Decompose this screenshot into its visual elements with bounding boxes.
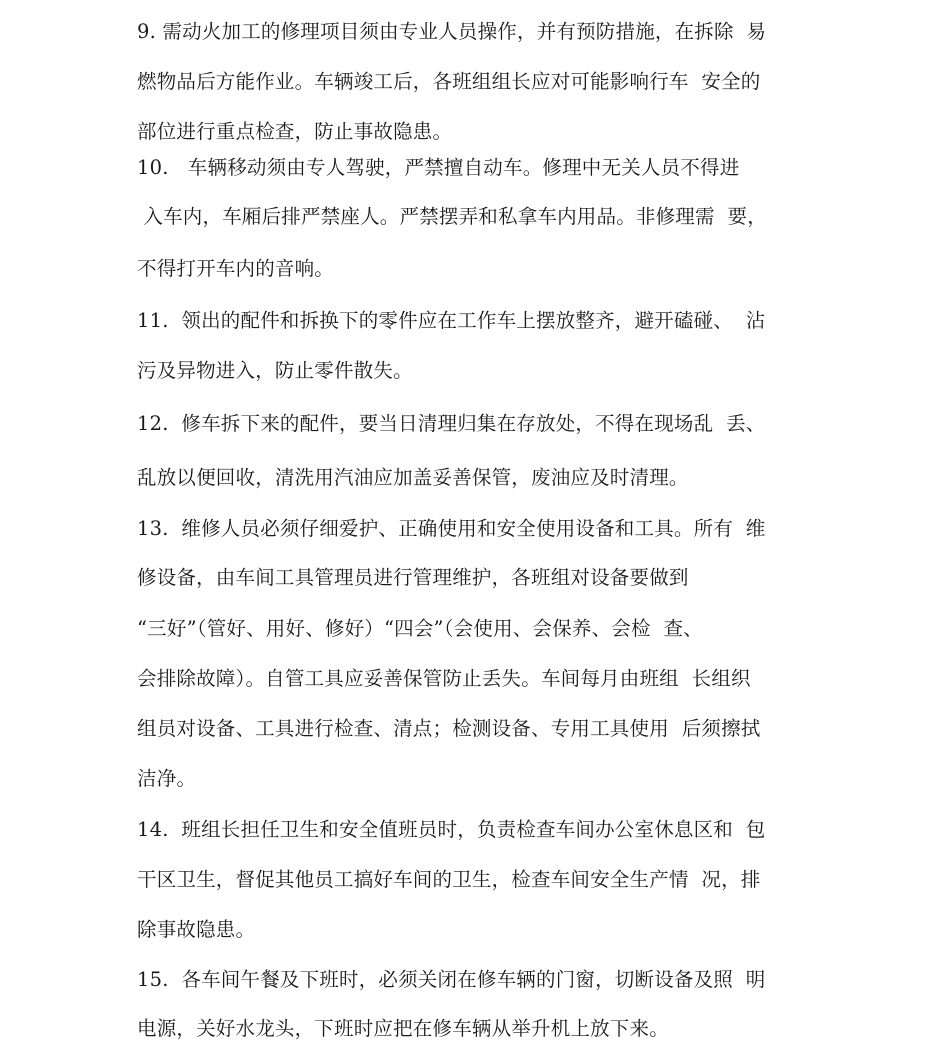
text-line: 燃物品后方能作业。车辆竣工后，各班组组长应对可能影响行车 安全的 — [137, 70, 761, 93]
text-line: 14. 班组长担任卫生和安全值班员时，负责检查车间办公室休息区和 包 — [137, 818, 766, 841]
text-line: 电源，关好水龙头，下班时应把在修车辆从举升机上放下来。 — [137, 1017, 669, 1040]
text-line: 13. 维修人员必须仔细爱护、正确使用和安全使用设备和工具。所有 维 — [137, 517, 766, 540]
text-line: 会排除故障）。自管工具应妥善保管防止丢失。车间每月由班组 长组织 — [137, 667, 751, 690]
text-line: 乱放以便回收，清洗用汽油应加盖妥善保管，废油应及时清理。 — [137, 466, 689, 489]
text-line: 除事故隐患。 — [137, 918, 256, 941]
text-line: 10. 车辆移动须由专人驾驶，严禁擅自动车。修理中无关人员不得进 — [137, 156, 740, 179]
text-line: 污及异物进入，防止零件散失。 — [137, 359, 413, 382]
text-line: 组员对设备、工具进行检查、清点；检测设备、专用工具使用 后须擦拭 — [137, 717, 761, 740]
text-line: “三好”（管好、用好、修好）“四会”（会使用、会保养、会检 查、 — [137, 617, 703, 640]
text-line: 11. 领出的配件和拆换下的零件应在工作车上摆放整齐，避开磕碰、 沾 — [137, 309, 766, 332]
text-line: 不得打开车内的音响。 — [137, 257, 335, 280]
text-line: 部位进行重点检查，防止事故隐患。 — [137, 120, 453, 143]
text-line: 洁净。 — [137, 767, 197, 790]
text-line: 12. 修车拆下来的配件，要当日清理归集在存放处，不得在现场乱 丢、 — [137, 412, 766, 435]
text-line: 9. 需动火加工的修理项目须由专业人员操作，并有预防措施，在拆除 易 — [137, 20, 767, 43]
text-line: 15. 各车间午餐及下班时，必须关闭在修车辆的门窗，切断设备及照 明 — [137, 968, 766, 991]
text-line: 入车内，车厢后排严禁座人。严禁摆弄和私拿车内用品。非修理需 要， — [137, 205, 767, 228]
text-line: 修设备，由车间工具管理员进行管理维护，各班组对设备要做到 — [137, 566, 689, 589]
text-line: 干区卫生，督促其他员工搞好车间的卫生，检查车间安全生产情 况，排 — [137, 868, 761, 891]
